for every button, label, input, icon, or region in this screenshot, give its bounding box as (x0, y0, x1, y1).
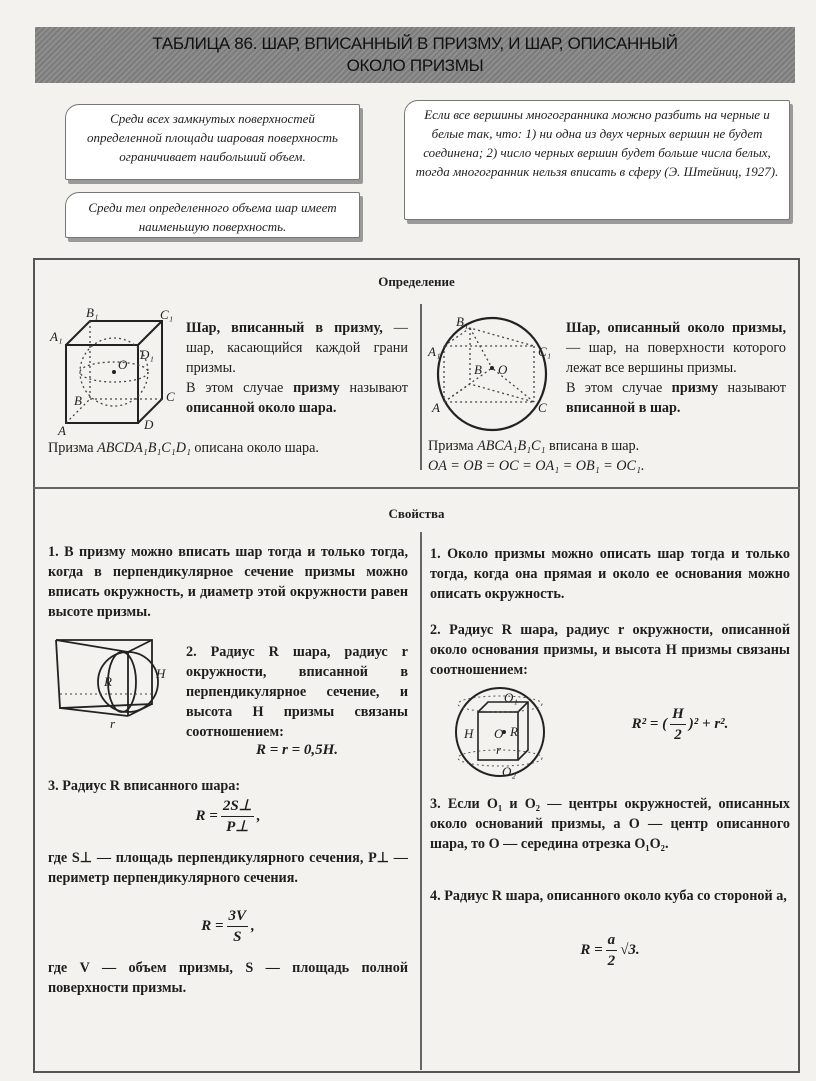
figure-label: D (144, 417, 154, 432)
prop-right-2: 2. Радиус R шара, радиус r окружности, описанной около основания призмы, и высота H призмы связаны соотношением: (430, 622, 790, 678)
definition-heading: Определение (378, 274, 455, 289)
figure-label: B (74, 393, 82, 408)
figure-label: C₁ (538, 344, 552, 359)
figure-label: B₁ (456, 314, 469, 329)
prop-left-3-explanation: где S⊥ — площадь перпендикулярного сечения, P⊥ — периметр перпендикулярного сечения. (48, 850, 408, 886)
figure-label: C (538, 400, 547, 415)
formula-circumscribed-radius: R² = ( $\frac{H}{2}$ )² + r². (631, 706, 729, 743)
prism-circumscribed-sphere-figure (426, 312, 556, 432)
figure-label: B (474, 362, 482, 377)
cube-inscribed-sphere-figure (48, 305, 188, 435)
figure-label: O (498, 362, 508, 377)
formula-inscribed-radius-section: R = $\frac{2S\perp}{P\perp}$ , (195, 798, 261, 835)
figure-label: R (510, 724, 518, 739)
properties-heading: Свойства (388, 506, 445, 521)
def-circumscribed-text: Шар, описанный около призмы, — шар, на поверхности которого лежат все вершины призмы. В этом случае призму называют вписанной в шар. (566, 320, 786, 416)
def-circumscribed-caption: Призма ABCA₁B₁C₁ вписана в шар. OA = OB = OC = OA₁ = OB₁ = OC₁. (428, 438, 645, 474)
figure-label: A (58, 423, 66, 435)
definition-divider (420, 304, 422, 470)
note-sphere-min-surface: Среди тел определенного объема шар имеет наименьшую поверхность. (65, 192, 360, 238)
figure-label: r (496, 742, 502, 757)
formula-cube-sphere-radius: R = $\frac{a}{2}$ √3. (580, 932, 640, 969)
prop-left-1: 1. В призму можно вписать шар тогда и только тогда, когда в перпендикулярное сечение призмы можно вписать окружность, и диаметр этой окружности равен высоте призмы. (48, 544, 408, 620)
note-steinitz-theorem: Если все вершины многогранника можно разбить на черные и белые так, что: 1) ни одна из двух черных вершин не будет соединена; 2) число черных вершин будет больше числа белых, тогда многогранник нельзя вписать в сферу (Э. Штейниц, 1927). (404, 100, 790, 220)
figure-label: C₁ (160, 307, 174, 322)
prism-circumscribed-sphere-figure-2 (452, 684, 552, 784)
figure-label: O (494, 726, 504, 741)
section-divider (33, 487, 800, 489)
figure-label: R (104, 674, 112, 689)
note-sphere-max-volume: Среди всех замкнутых поверхностей определенной площади шаровая поверхность ограничивает наибольший объем. (65, 104, 360, 180)
figure-label: r (110, 716, 116, 730)
prop-right-1: 1. Около призмы можно описать шар тогда и только тогда, когда она прямая и около ее основания можно описать окружность. (430, 546, 790, 602)
figure-label: B₁ (86, 305, 99, 320)
formula-r-equals-half-h: R = r = 0,5H. (255, 742, 339, 758)
figure-label: O (118, 357, 128, 372)
prop-left-3: 3. Радиус R вписанного шара: (48, 778, 241, 794)
figure-label: C (166, 389, 175, 404)
def-inscribed-text: Шар, вписанный в призму, — шар, касающийся каждой грани призмы. В этом случае призму называют описанной около шара. (186, 320, 408, 416)
prop-left-4: где V — объем призмы, S — площадь полной поверхности призмы. (48, 960, 408, 996)
title-line-2: ОКОЛО ПРИЗМЫ (346, 56, 484, 75)
equal-radii-equation: OA = OB = OC = OA₁ = OB₁ = OC₁. (428, 458, 645, 474)
table-title-banner (35, 27, 795, 83)
formula-inscribed-radius-volume: R = $\frac{3V}{S}$ , (201, 908, 255, 945)
figure-label: O₁ (504, 690, 518, 705)
prop-left-2: 2. Радиус R шара, радиус r окружности, вписанной в перпендикулярное сечение, и высота H призмы связаны соотношением: (186, 644, 408, 740)
def-inscribed-caption: Призма ABCDA₁B₁C₁D₁ описана около шара. (48, 440, 319, 456)
prop-right-4: 4. Радиус R шара, описанного около куба со стороной a, (430, 888, 787, 904)
figure-label: D₁ (140, 347, 154, 362)
figure-label: H (156, 666, 166, 681)
figure-label: A₁ (428, 344, 441, 359)
figure-label: A (432, 400, 440, 415)
figure-label: O₂ (502, 764, 516, 779)
prism-inscribed-sphere-figure (52, 638, 182, 730)
prop-right-3: 3. Если O₁ и O₂ — центры окружностей, описанных около оснований призмы, а O — центр описанного шара, то O — середина отрезка O₁O₂. (430, 796, 790, 852)
figure-label: A₁ (50, 329, 63, 344)
properties-divider (420, 532, 422, 1070)
title-line-1: ТАБЛИЦА 86. ШАР, ВПИСАННЫЙ В ПРИЗМУ, И ШАР, ОПИСАННЫЙ (152, 34, 678, 53)
figure-label: H (464, 726, 474, 741)
